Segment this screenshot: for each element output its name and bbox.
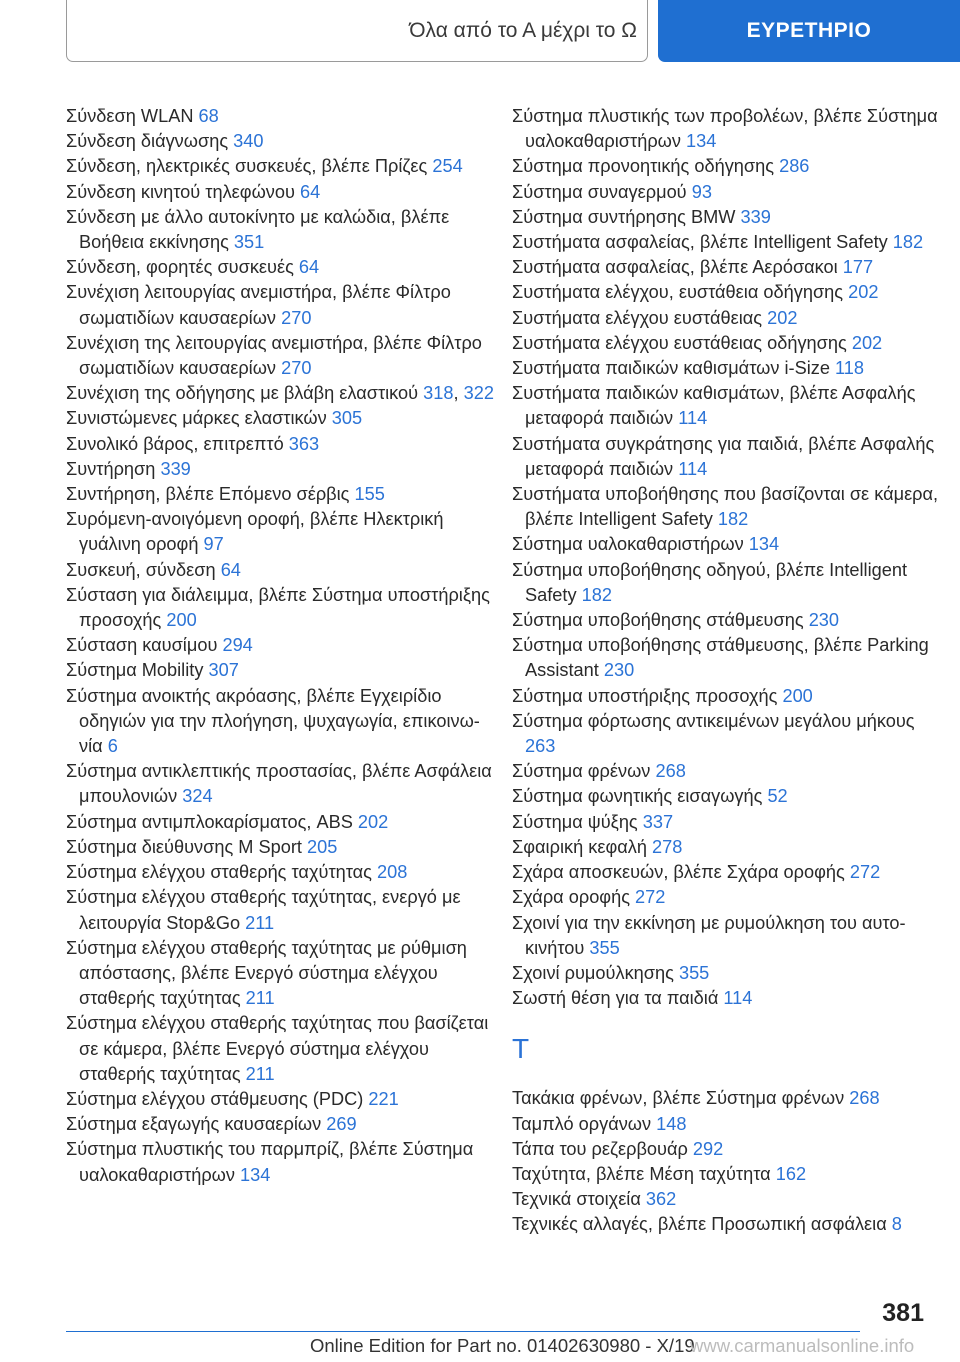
index-entry [512,885,942,910]
page-link[interactable]: 324 [182,786,213,807]
index-entry [66,684,496,760]
entry-text: Σύστημα ελέγχου σταθερής ταχύτητας, ενεργό με λειτουργία Stop&Go [66,887,461,933]
index-entry [66,1011,496,1087]
index-entry [66,1087,496,1112]
page-link[interactable]: 177 [842,257,874,278]
page-link[interactable]: 202 [357,811,389,832]
footer-divider [66,1331,860,1332]
index-entry [66,381,496,406]
page-link[interactable]: 270 [281,307,312,328]
page-link[interactable]: 64 [298,257,320,278]
index-entry [512,230,942,255]
page-link[interactable]: 351 [233,232,265,253]
entry-text: Σύστημα υποστήριξης προσοχής [512,685,778,706]
page-link[interactable]: 318 [423,383,454,404]
index-entry [66,810,496,835]
entry-text: Σύστημα ψύξης [512,811,638,832]
index-column-right [512,104,942,1238]
entry-text: Συστήματα ελέγχου, ευστάθεια οδήγησης [512,282,844,303]
breadcrumb-tab[interactable] [66,0,648,62]
page-link[interactable]: 52 [767,786,788,807]
index-entry [512,154,942,179]
page-link[interactable]: 118 [835,358,865,379]
index-entry [512,1212,942,1237]
page-link[interactable]: 134 [748,534,780,555]
entry-text: Σύστημα πλυστικής των προβολέων, βλέπε Σύστημα υαλοκαθαριστήρων [512,106,938,152]
entry-text: Συστήματα συγκράτησης για παιδιά, βλέπε Ασφαλής μεταφορά παιδιών [512,433,935,479]
page-link[interactable]: 208 [377,862,408,883]
index-entry [512,911,942,961]
page-link[interactable]: 97 [203,534,224,555]
entry-text: Σφαιρική κεφαλή [512,836,647,857]
page-link[interactable]: 202 [851,332,883,353]
index-entry [66,331,496,381]
index-entry [66,583,496,633]
page-link[interactable]: 114 [678,408,708,429]
index-entry [512,709,942,759]
entry-text: Σύνδεση με άλλο αυτοκίνητο με καλώδια, βλέπε Βοήθεια εκκίνησης [66,206,450,253]
page-link[interactable]: 211 [245,988,275,1009]
index-entry [512,331,942,356]
entry-text: Συνιστώμενες μάρκες ελαστικών [66,408,327,429]
page-link[interactable]: 292 [692,1138,724,1159]
index-entry [66,1112,496,1137]
entry-text: Συστήματα υποβοήθησης που βασίζονται σε κάμερα, βλέπε Intelligent Safety [512,484,939,530]
entry-text: Τάπα του ρεζερβουάρ [512,1138,688,1159]
page-link[interactable]: 337 [642,811,674,832]
entry-text: Συστήματα ελέγχου ευστάθειας οδήγησης [512,332,847,353]
page-link[interactable]: 339 [160,458,191,479]
page-link[interactable]: 114 [678,458,708,479]
page-link[interactable]: 205 [307,836,338,857]
page-link[interactable]: 211 [245,1063,275,1084]
index-entry [512,532,942,557]
index-entry [512,835,942,860]
page-link[interactable]: 272 [635,887,666,908]
page-link[interactable]: 64 [220,559,241,580]
page-link[interactable]: 202 [767,307,798,328]
index-entry [66,432,496,457]
page-link[interactable]: 268 [655,761,686,782]
index-entry [512,558,942,608]
page-link[interactable]: 202 [848,282,879,303]
entry-text: Συστήματα παιδικών καθισμάτων i-Size [512,358,830,379]
page-link[interactable]: 355 [589,937,620,958]
index-column-left [66,104,496,1188]
page-number: 381 [882,1299,924,1327]
entry-text: Τακάκια φρένων, βλέπε Σύστημα φρένων [512,1088,845,1109]
entry-text: Σύστημα υποβοήθησης οδηγού, βλέπε Intelligent Safety [512,559,908,605]
page-link[interactable]: 230 [808,610,840,631]
page-link[interactable]: 182 [581,584,612,605]
index-entry [66,1137,496,1187]
page-link[interactable]: 182 [717,509,749,530]
entry-text: Συστήματα ασφαλείας, βλέπε Intelligent Safety [512,232,888,253]
index-entry [66,558,496,583]
page-link[interactable]: 162 [775,1163,807,1184]
entry-text: Σύστημα υαλοκαθαριστήρων [512,534,744,555]
page-link[interactable]: 6 [107,736,118,757]
entry-text: Συνολικό βάρος, επιτρεπτό [66,433,284,454]
entry-text: Σύστημα ελέγχου στάθμευσης (PDC) [66,1088,364,1109]
page-link[interactable]: 134 [686,131,717,152]
index-entry [66,129,496,154]
entry-text: Σύστημα εξαγωγής καυσαερίων [66,1114,322,1135]
entry-text: Συνέχιση λειτουργίας ανεμιστήρα, βλέπε Φίλτρο σωματιδίων καυσαερίων [66,282,451,328]
index-entry [66,180,496,205]
page-separator: , [453,383,464,404]
index-entry [512,180,942,205]
index-entry [512,1137,942,1162]
index-entry [512,986,942,1011]
page-link[interactable]: 307 [208,660,239,681]
index-entry [66,835,496,860]
index-entry [512,1112,942,1137]
entry-text: Σύστημα ανοικτής ακρόασης, βλέπε Εγχειρίδιο οδηγιών για την πλοήγηση, ψυχαγωγία, επικοινωνία [66,685,480,757]
entry-text: Σύστημα πλυστικής του παρμπρίζ, βλέπε Σύστημα υαλοκαθαριστήρων [66,1139,474,1185]
page-link[interactable]: 8 [891,1214,902,1235]
index-entry [66,482,496,507]
entry-text: Σύστημα φόρτωσης αντικειμένων μεγάλου μήκους [512,710,915,731]
entry-text: Σύσταση καυσίμου [66,635,218,656]
entry-text: Συστήματα ελέγχου ευστάθειας [512,307,763,328]
index-entry [512,608,942,633]
entry-text: Ταμπλό οργάνων [512,1113,652,1134]
entry-text: Σύστημα συναγερμού [512,181,687,202]
section-letter: T [512,1033,530,1065]
index-entry [512,961,942,986]
entry-text: Τεχνικές αλλαγές, βλέπε Προσωπική ασφάλεια [512,1214,887,1235]
index-entry [512,784,942,809]
entry-text: Σύστημα αντιμπλοκαρίσματος, ABS [66,811,353,832]
index-entry [66,633,496,658]
entry-text: Σύστημα συντήρησης BMW [512,206,736,227]
index-entry [66,885,496,935]
index-entry [512,759,942,784]
index-entry [512,432,942,482]
page-link[interactable]: 322 [463,383,494,404]
index-entry [66,280,496,330]
page-link[interactable]: 211 [245,912,275,933]
entry-text: Συντήρηση, βλέπε Επόμενο σέρβις [66,484,350,505]
entry-text: Τεχνικά στοιχεία [512,1189,641,1210]
index-entry [512,205,942,230]
index-entry [512,810,942,835]
index-entry [66,658,496,683]
entry-text: Σύνδεση, φορητές συσκευές [66,257,294,278]
page-link[interactable]: 230 [603,660,635,681]
page-link[interactable]: 148 [656,1113,687,1134]
entry-text: Σωστή θέση για τα παιδιά [512,988,719,1009]
page-link[interactable]: 355 [678,962,710,983]
entry-text: Σύστημα φρένων [512,761,651,782]
footer-edition: Online Edition for Part no. 01402630980 - X/19 [310,1335,695,1356]
page-link[interactable]: 114 [723,988,753,1009]
page-link[interactable]: 270 [281,358,312,379]
index-entry [66,507,496,557]
index-entry [512,1162,942,1187]
page-link[interactable]: 305 [331,408,363,429]
entry-text: Σχάρα αποσκευών, βλέπε Σχάρα οροφής [512,862,845,883]
entry-text: Συσκευή, σύνδεση [66,559,216,580]
page-link[interactable]: 263 [525,736,556,757]
index-entry [66,104,496,129]
index-entry [512,381,942,431]
entry-text: Σύστημα διεύθυνσης M Sport [66,836,302,857]
entry-text: Σχοινί ρυμούλκησης [512,962,674,983]
index-entry [512,280,942,305]
page-link[interactable]: 278 [652,836,683,857]
page-link[interactable]: 221 [368,1088,399,1109]
index-entry [66,936,496,1012]
index-entry [512,860,942,885]
entry-text: Σχοινί για την εκκίνηση με ρυμούλκηση του αυτοκινήτου [512,912,906,958]
page-link[interactable]: 155 [354,484,385,505]
entry-text: Συνέχιση της οδήγησης με βλάβη ελαστικού [66,383,419,404]
entry-text: Σύνδεση διάγνωσης [66,131,229,152]
page-link[interactable]: 182 [892,232,924,253]
index-entry [66,255,496,280]
entry-text: Σύνδεση, ηλεκτρικές συσκευές, βλέπε Πρίζες [66,156,428,177]
index-entry [66,759,496,809]
page-link[interactable]: 200 [782,685,813,706]
entry-text: Ταχύτητα, βλέπε Μέση ταχύτητα [512,1163,771,1184]
index-entry [512,104,942,154]
entry-text: Σύσταση για διάλειμμα, βλέπε Σύστημα υποστήριξης προσοχής [66,584,490,631]
entry-text: Σύστημα φωνητικής εισαγωγής [512,786,763,807]
index-entry [66,406,496,431]
entry-text: Σύστημα υποβοήθησης στάθμευσης, βλέπε Parking Assistant [512,635,929,681]
page-link[interactable]: 272 [849,862,881,883]
index-entry [512,306,942,331]
page-link[interactable]: 339 [740,206,771,227]
entry-text: Σύστημα ελέγχου σταθερής ταχύτητας [66,862,372,883]
index-entry [66,457,496,482]
index-entry [512,1187,942,1212]
page-link[interactable]: 68 [198,106,219,126]
index-entry [512,684,942,709]
index-entry [512,255,942,280]
page-link[interactable]: 363 [288,433,320,454]
index-entry [512,1086,942,1111]
page-link[interactable]: 254 [432,156,463,177]
index-entry [512,633,942,683]
page-link[interactable]: 340 [233,131,264,152]
entry-text: Συστήματα παιδικών καθισμάτων, βλέπε Ασφαλής μεταφορά παιδιών [512,383,916,429]
entry-text: Σύστημα ελέγχου σταθερής ταχύτητας με ρύθμιση απόστασης, βλέπε Ενεργό σύστημα ελέγχου σταθερής ταχύτητας [66,937,467,1009]
entry-text: Σχάρα οροφής [512,887,630,908]
entry-text: Συστήματα ασφαλείας, βλέπε Αερόσακοι [512,257,838,278]
page-link[interactable]: 200 [166,610,197,631]
page-link[interactable]: 362 [645,1189,677,1210]
index-entry [512,356,942,381]
entry-text: Σύστημα αντικλεπτικής προστασίας, βλέπε Ασφάλεια μπουλονιών [66,761,492,807]
page-link[interactable]: 93 [691,181,712,202]
entry-text: Σύνδεση κινητού τηλεφώνου [66,181,295,202]
entry-text: Σύστημα ελέγχου σταθερής ταχύτητας που βασίζεται σε κάμερα, βλέπε Ενεργό σύστημα ελέγχου σταθερής ταχύτητας [66,1013,489,1084]
page-link[interactable]: 286 [779,156,810,177]
page-link[interactable]: 269 [326,1114,357,1135]
entry-text: Συντήρηση [66,458,156,479]
entry-text: Σύνδεση WLAN [66,106,194,126]
index-entry [512,482,942,532]
index-entry [66,860,496,885]
entry-text: Σύστημα προνοητικής οδήγησης [512,156,775,177]
index-entry [66,154,496,179]
index-tab[interactable] [658,0,960,62]
section-title: ΕΥΡΕΤΗΡΙΟ [746,19,872,42]
entry-text: Συνέχιση της λειτουργίας ανεμιστήρα, βλέπε Φίλτρο σωματιδίων καυσαερίων [66,332,482,379]
breadcrumb: Όλα από το Α μέχρι το Ω [409,18,637,42]
entry-text: Συρόμενη-ανοιγόμενη οροφή, βλέπε Ηλεκτρική γυάλινη οροφή [66,509,444,555]
page-link[interactable]: 268 [849,1088,880,1109]
index-entry [66,205,496,255]
entry-text: Σύστημα Mobility [66,660,204,681]
entry-text: Σύστημα υποβοήθησης στάθμευσης [512,610,804,631]
page-link[interactable]: 134 [240,1164,271,1185]
page-link[interactable]: 294 [222,635,253,656]
page-link[interactable]: 64 [300,181,321,202]
watermark: www.carmanualsonline.info [690,1335,915,1356]
